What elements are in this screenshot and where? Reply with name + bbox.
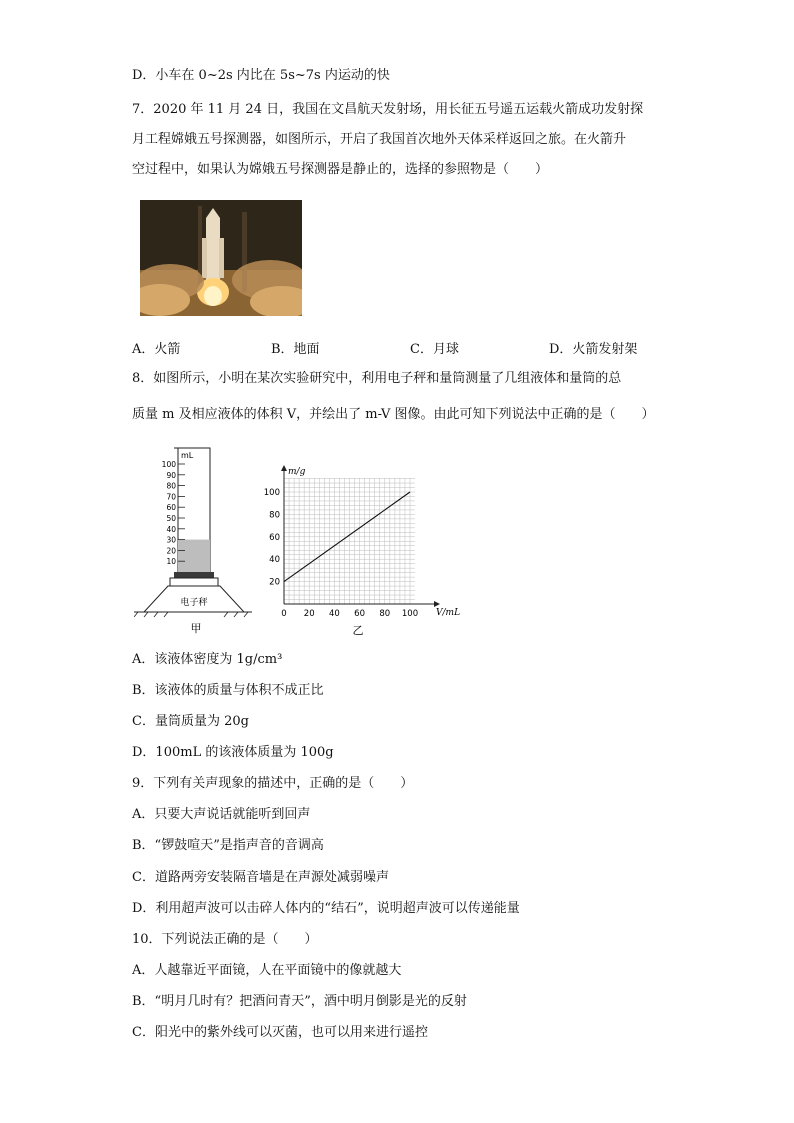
x-axis-label: V/mL <box>436 608 461 618</box>
y-tick-label: 20 <box>269 577 280 588</box>
q7-option-a[interactable]: A．火箭 <box>132 342 181 357</box>
q7-option-b[interactable]: B．地面 <box>271 342 320 357</box>
figure-caption-yi: 乙 <box>352 624 364 637</box>
cylinder-tick-label: 50 <box>166 514 176 523</box>
cylinder-tick-label: 40 <box>166 524 176 534</box>
figure-caption-jia: 甲 <box>190 622 202 635</box>
ground-hatching <box>134 612 248 617</box>
x-tick-label: 60 <box>354 609 366 619</box>
rocket-launch-photo <box>140 200 302 316</box>
q7-option-c[interactable]: C．月球 <box>410 342 459 357</box>
q7-option-d[interactable]: D．火箭发射架 <box>549 342 638 357</box>
q6-option-d: D．小车在 0~2s 内比在 5s~7s 内运动的快 <box>132 68 390 83</box>
measuring-cylinder-figure <box>134 444 252 636</box>
x-tick-label: 20 <box>303 609 315 619</box>
cylinder-base <box>174 572 214 578</box>
q7-stem-line-1: 7．2020 年 11 月 24 日，我国在文昌航天发射场，用长征五号遥五运载火箭成功发射探 <box>132 102 644 117</box>
q9-option-d[interactable]: D．利用超声波可以击碎人体内的“结石”，说明超声波可以传递能量 <box>132 901 520 916</box>
cylinder-tick-label: 80 <box>166 481 176 491</box>
x-tick-label: 40 <box>328 609 340 619</box>
q10-option-b[interactable]: B．“明月几时有？把酒问青天”，酒中明月倒影是光的反射 <box>132 994 467 1009</box>
x-tick-label: 100 <box>401 609 419 619</box>
q8-stem-line-1: 8．如图所示，小明在某次实验研究中，利用电子秤和量筒测量了几组液体和量筒的总 <box>132 371 622 386</box>
chart-axes <box>281 465 440 607</box>
q9-option-c[interactable]: C．道路两旁安装隔音墙是在声源处减弱噪声 <box>132 870 389 885</box>
q7-options <box>132 338 692 356</box>
y-axis-label: m/g <box>288 467 306 477</box>
cylinder-unit: mL <box>181 451 194 460</box>
rocket-launch-illustration <box>140 200 302 316</box>
cylinder-tick-label: 20 <box>166 546 176 556</box>
cylinder-tick-label: 60 <box>166 503 176 513</box>
chart-grid <box>284 478 415 604</box>
q9-option-a[interactable]: A．只要大声说话就能听到回声 <box>132 807 311 822</box>
y-axis-arrow <box>281 465 287 471</box>
x-tick-label: 0 <box>281 609 287 619</box>
q10-option-a[interactable]: A．人越靠近平面镜，人在平面镜中的像就越大 <box>132 963 402 978</box>
cylinder-tick-label: 70 <box>166 492 176 502</box>
q10-stem: 10．下列说法正确的是（ ） <box>132 932 318 947</box>
cylinder-tick-label: 10 <box>166 557 176 567</box>
y-tick-label: 80 <box>269 510 280 521</box>
cylinder-body <box>174 448 210 572</box>
y-tick-label: 40 <box>269 555 280 566</box>
cylinder-tick-label: 90 <box>166 470 176 480</box>
y-tick-label: 100 <box>263 488 280 498</box>
q8-option-b[interactable]: B．该液体的质量与体积不成正比 <box>132 683 324 698</box>
scale-pan <box>170 578 218 586</box>
q9-option-b[interactable]: B．“锣鼓喧天”是指声音的音调高 <box>132 838 324 853</box>
q8-option-d[interactable]: D．100mL 的该液体质量为 100g <box>132 745 334 760</box>
q8-option-c[interactable]: C．量筒质量为 20g <box>132 714 249 729</box>
q10-option-c[interactable]: C．阳光中的紫外线可以灭菌，也可以用来进行遥控 <box>132 1025 428 1040</box>
q8-stem-line-2: 质量 m 及相应液体的体积 V，并绘出了 m-V 图像。由此可知下列说法中正确的是（ ） <box>132 407 655 422</box>
x-axis-arrow <box>434 601 440 607</box>
q8-option-a[interactable]: A．该液体密度为 1g/cm³ <box>132 652 283 667</box>
q7-stem-line-2: 月工程嫦娥五号探测器，如图所示，开启了我国首次地外天体采样返回之旅。在火箭升 <box>132 132 627 147</box>
cylinder-tick-label: 100 <box>161 460 176 469</box>
y-tick-label: 60 <box>269 532 280 543</box>
x-tick-label: 80 <box>379 609 391 619</box>
mv-graph <box>258 462 462 640</box>
scale-label: 电子秤 <box>180 598 208 608</box>
cylinder-tick-label: 30 <box>166 535 176 545</box>
q7-stem-line-3: 空过程中，如果认为嫦娥五号探测器是静止的，选择的参照物是（ ） <box>132 162 549 177</box>
q9-stem: 9．下列有关声现象的描述中，正确的是（ ） <box>132 776 414 791</box>
